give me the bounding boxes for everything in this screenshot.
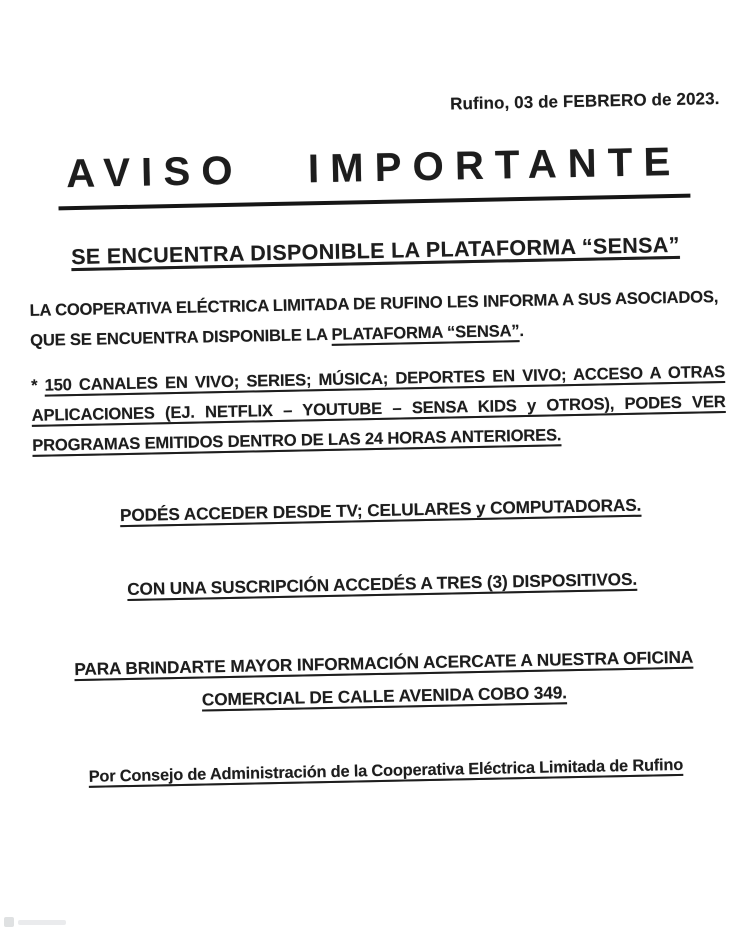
office-paragraph <box>36 640 731 720</box>
office-line-2-text: COMERCIAL DE CALLE AVENIDA COBO 349. <box>201 682 568 710</box>
office-line-1-text: PARA BRINDARTE MAYOR INFORMACIÓN ACERCATE A NUESTRA OFICINA <box>74 646 694 680</box>
bullet-line-3-text: PROGRAMAS EMITIDOS DENTRO DE LAS 24 HORAS ANTERIORES. <box>32 425 562 455</box>
subtitle <box>28 232 722 271</box>
subscription-line-text: CON UNA SUSCRIPCIÓN ACCEDÉS A TRES (3) DISPOSITIVOS. <box>127 568 638 600</box>
scanner-watermark-text-smudge <box>18 920 66 925</box>
intro-line-2-period: . <box>519 321 524 341</box>
page-title: AVISO IMPORTANTE <box>58 140 690 211</box>
bullet-line-2-text: APLICACIONES (EJ. NETFLIX – YOUTUBE – SENSA KIDS y OTROS), PODES VER <box>31 391 726 425</box>
signature-line <box>39 755 733 788</box>
bullet-marker: * <box>30 375 45 395</box>
title-wrap <box>26 139 721 211</box>
intro-line-2-underlined: PLATAFORMA “SENSA” <box>331 321 520 344</box>
intro-paragraph <box>29 282 724 356</box>
access-line-text: PODÉS ACCEDER DESDE TV; CELULARES y COMPUTADORAS. <box>119 494 642 526</box>
scanner-logo-icon <box>4 917 14 927</box>
access-line <box>34 493 728 528</box>
subtitle-text: SE ENCUENTRA DISPONIBLE LA PLATAFORMA “SENSA” <box>70 232 680 270</box>
bullet-paragraph <box>31 357 727 461</box>
intro-line-1: LA COOPERATIVA ELÉCTRICA LIMITADA DE RUFINO LES INFORMA A SUS ASOCIADOS, <box>29 287 719 320</box>
scanner-watermark <box>4 917 66 927</box>
intro-line-2-before: QUE SE ENCUENTRA DISPONIBLE LA <box>29 324 332 350</box>
date-line: Rufino, 03 de FEBRERO de 2023. <box>449 89 720 114</box>
signature-text: Por Consejo de Administración de la Cooperativa Eléctrica Limitada de Rufino <box>88 755 684 786</box>
subscription-line <box>35 567 729 602</box>
bullet-line-1-text: 150 CANALES EN VIVO; SERIES; MÚSICA; DEPORTES EN VIVO; ACCESO A OTRAS <box>44 361 726 395</box>
